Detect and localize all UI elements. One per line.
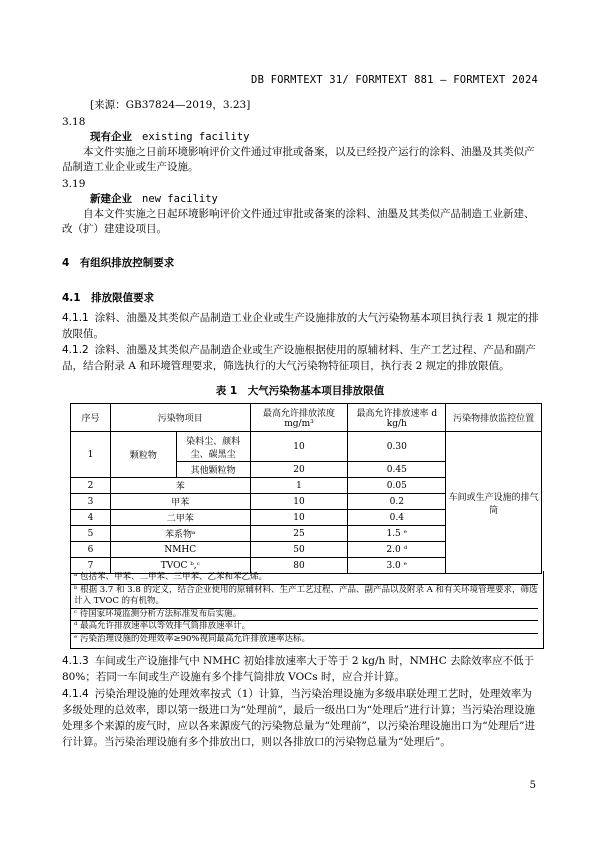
row-7-rate: 3.0 ᵉ — [348, 558, 446, 574]
clause-412-text: 涂料、油墨及其类似产品制造企业或生产设施根据使用的原辅材料、生产工艺过程、产品和副产品，结合附录 A 和环境管理要求，筛选执行的大气污染物特征项目，执行表 2 规定的排放限值。 — [62, 344, 536, 372]
table-notes — [70, 572, 538, 645]
header-concentration-label: 最高允许排放浓度 — [263, 409, 336, 419]
page-number: 5 — [529, 780, 536, 791]
row-5-seq: 5 — [71, 526, 111, 542]
row-3-conc: 10 — [250, 494, 348, 510]
header-concentration — [250, 404, 348, 432]
table-note-a: ᵃ 包括苯、甲苯、二甲苯、三甲苯、乙苯和苯乙烯。 — [70, 572, 538, 585]
clause-414 — [62, 686, 542, 750]
table-note-c: ᶜ 待国家环境监测分析方法标准发布后实施。 — [70, 609, 538, 622]
row-5-rate: 1.5 ᵉ — [348, 526, 446, 542]
term-319-definition: 自本文件实施之日起环境影响评价文件通过审批或备案的涂料、油墨及其类似产品制造工业新建、改（扩）建建设项目。 — [62, 208, 535, 235]
clause-412 — [62, 342, 542, 374]
clause-411 — [62, 310, 542, 342]
header-rate-label: 最高允许排放速率 d — [356, 409, 438, 419]
header-monitor: 污染物排放监控位置 — [446, 404, 542, 432]
row-5-sub: 苯系物ᵃ — [110, 526, 250, 542]
term-318-definition: 本文件实施之日前环境影响评价文件通过审批或备案，以及已经投产运行的涂料、油墨及其类似产品制造工业企业或生产设施。 — [62, 146, 535, 173]
term-319-en: new facility — [142, 193, 218, 205]
row-4-sub: 二甲苯 — [110, 510, 250, 526]
row-4-seq: 4 — [71, 510, 111, 526]
clause-412-number: 4.1.2 — [62, 344, 89, 356]
row-1b-conc: 20 — [250, 462, 348, 478]
particle-label: 颗粒物 — [110, 432, 176, 478]
row-7-seq: 7 — [71, 558, 111, 574]
row-4-rate: 0.4 — [348, 510, 446, 526]
table-note-b: ᵇ 根据 3.7 和 3.8 的定义，结合企业使用的原辅材料、生产工艺过程、产品、副产品以及附录 A 和有关环境管理要求，筛选计入 TVOC 的有机物。 — [70, 585, 538, 609]
row-7-conc: 80 — [250, 558, 348, 574]
row-3-sub: 甲苯 — [110, 494, 250, 510]
row-1-rate: 0.30 — [348, 432, 446, 462]
term-319-cn: 新建企业 — [90, 193, 132, 205]
clause-413-text: 车间或生产设施排气中 NMHC 初始排放速率大于等于 2 kg/h 时，NMHC 去除效率应不低于 80%；若同一车间或生产设施有多个排气筒排放 VOCs 时，应合并计算。 — [62, 655, 535, 683]
header-concentration-unit: mg/m³ — [284, 419, 314, 429]
row-1-conc: 10 — [250, 432, 348, 462]
row-6-conc: 50 — [250, 542, 348, 558]
table-note-d: ᵈ 最高允许排放速率以等效排气筒排放速率计。 — [70, 621, 538, 634]
term-318-title — [90, 130, 542, 145]
section-41-heading: 4.1 排放限值要求 — [62, 292, 155, 304]
row-1-sub: 染料尘、颜料尘、碳黑尘 — [176, 432, 250, 462]
row-2-conc: 1 — [250, 478, 348, 494]
row-7-sub: TVOC ᵇ,ᶜ — [110, 558, 250, 574]
row-2-sub: 苯 — [110, 478, 250, 494]
emission-limits-table — [70, 403, 542, 574]
monitor-location: 车间或生产设施的排气筒 — [446, 432, 542, 574]
row-6-sub: NMHC — [110, 542, 250, 558]
row-1-seq: 1 — [71, 432, 111, 478]
clause-413-number: 4.1.3 — [62, 655, 89, 667]
clause-414-text: 污染治理设施的处理效率按式（1）计算，当污染治理设施为多级串联处理工艺时，处理效率为多级处理的总效率，即以第一级进口为“处理前”，最后一级出口为“处理后”进行计算；当污染治理设施处理多个来源的废气时，应以各来源废气的污染物总量为“处理前”，以污染治理设施出口为“处理后”进行计算。当污染治理设施有多个排放出口，则以各排放口的污染物总量为“处理后”。 — [62, 688, 535, 748]
row-6-seq: 6 — [71, 542, 111, 558]
row-3-seq: 3 — [71, 494, 111, 510]
clause-413 — [62, 653, 542, 685]
row-2-seq: 2 — [71, 478, 111, 494]
header-seq: 序号 — [71, 404, 111, 432]
table-note-e: ᵉ 污染治理设施的处理效率≥90%视同最高允许排放速率达标。 — [74, 633, 311, 644]
row-4-conc: 10 — [250, 510, 348, 526]
document-header: DB FORMTEXT 31/ FORMTEXT 881 — FORMTEXT 2024 — [251, 74, 538, 86]
header-rate — [348, 404, 446, 432]
term-318-cn: 现有企业 — [90, 131, 132, 143]
header-pollutant: 污染物项目 — [110, 404, 250, 432]
source-line: [来源：GB37824—2019，3.23] — [90, 99, 251, 111]
term-number-318: 3.18 — [62, 116, 86, 128]
clause-414-number: 4.1.4 — [62, 688, 89, 700]
term-318-en: existing facility — [142, 131, 250, 143]
row-2-rate: 0.05 — [348, 478, 446, 494]
term-319-title — [90, 192, 542, 207]
row-6-rate: 2.0 ᵈ — [348, 542, 446, 558]
row-3-rate: 0.2 — [348, 494, 446, 510]
row-1b-sub: 其他颗粒物 — [176, 462, 250, 478]
table-caption: 表 1 大气污染物基本项目排放限值 — [215, 385, 385, 397]
header-rate-unit: kg/h — [386, 419, 407, 429]
term-number-319: 3.19 — [62, 178, 86, 190]
clause-411-number: 4.1.1 — [62, 312, 89, 324]
clause-411-text: 涂料、油墨及其类似产品制造工业企业或生产设施排放的大气污染物基本项目执行表 1 规定的排放限值。 — [62, 312, 539, 340]
row-1b-rate: 0.45 — [348, 462, 446, 478]
section-4-heading: 4 有组织排放控制要求 — [62, 257, 175, 269]
row-5-conc: 25 — [250, 526, 348, 542]
